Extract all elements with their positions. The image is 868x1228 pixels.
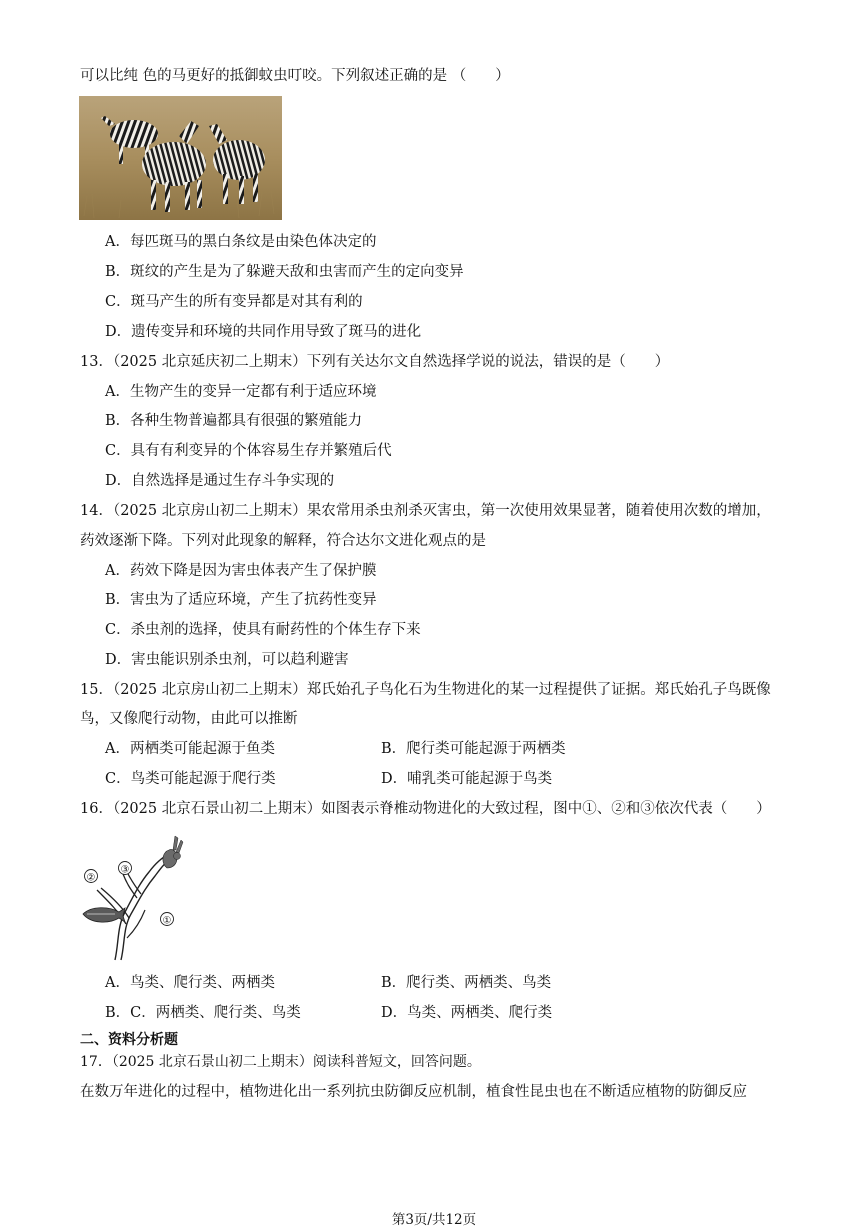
q16-option-a: A．鸟类、爬行类、两栖类 — [105, 975, 275, 991]
q12-option-b: B．斑纹的产生是为了躲避天敌和虫害而产生的定向变异 — [105, 264, 464, 280]
q12-option-d: D．遗传变异和环境的共同作用导致了斑马的进化 — [105, 324, 422, 340]
q14-option-b: B．害虫为了适应环境，产生了抗药性变异 — [105, 592, 377, 608]
q15-option-b: B．爬行类可能起源于两栖类 — [381, 741, 566, 757]
q13-option-d: D．自然选择是通过生存斗争实现的 — [105, 473, 335, 489]
evolution-tree-figure — [79, 832, 191, 962]
label-3: ③ — [120, 864, 130, 876]
q15-option-a: A．两栖类可能起源于鱼类 — [105, 741, 275, 757]
q14-option-a: A．药效下降是因为害虫体表产生了保护膜 — [105, 563, 377, 579]
q13-stem: 13．（2025 北京延庆初二上期末）下列有关达尔文自然选择学说的说法，错误的是（ ） — [80, 354, 670, 370]
page-footer: 第3页/共12页 — [391, 1212, 477, 1228]
q12-option-a: A．每匹斑马的黑白条纹是由染色体决定的 — [105, 234, 377, 250]
q13-option-b: B．各种生物普遍都具有很强的繁殖能力 — [105, 413, 363, 429]
q17-text: 在数万年进化的过程中，植物进化出一系列抗虫防御反应机制，植食性昆虫也在不断适应植物的防御反应 — [80, 1084, 747, 1100]
q14-stem-line2: 药效逐渐下降。下列对此现象的解释，符合达尔文进化观点的是 — [80, 533, 486, 549]
q13-option-c: C．具有有利变异的个体容易生存并繁殖后代 — [105, 443, 392, 459]
section-title: 二、资料分析题 — [80, 1032, 178, 1048]
q16-option-b: B．爬行类、两栖类、鸟类 — [381, 975, 552, 991]
label-2: ② — [86, 872, 96, 884]
zebra-photo — [79, 96, 282, 220]
q17-stem: 17．（2025 北京石景山初二上期末）阅读科普短文，回答问题。 — [80, 1054, 481, 1070]
q15-stem-line1: 15．（2025 北京房山初二上期末）郑氏始孔子鸟化石为生物进化的某一过程提供了证据。郑氏始孔子鸟既像 — [80, 682, 771, 698]
q16-option-d: D．鸟类、两栖类、爬行类 — [381, 1005, 553, 1021]
q14-option-c: C．杀虫剂的选择，使具有耐药性的个体生存下来 — [105, 622, 421, 638]
q13-option-a: A．生物产生的变异一定都有利于适应环境 — [105, 384, 377, 400]
label-1: ① — [162, 915, 172, 927]
q15-stem-line2: 鸟，又像爬行动物，由此可以推断 — [80, 711, 298, 727]
q12-option-c: C．斑马产生的所有变异都是对其有利的 — [105, 294, 363, 310]
intro-line: 可以比纯 色的马更好的抵御蚊虫叮咬。下列叙述正确的是 （ ） — [80, 68, 510, 84]
q14-stem-line1: 14．（2025 北京房山初二上期末）果农常用杀虫剂杀灭害虫，第一次使用效果显著，随着使用次数的增加， — [80, 503, 771, 519]
q15-option-c: C．鸟类可能起源于爬行类 — [105, 771, 276, 787]
q15-option-d: D．哺乳类可能起源于鸟类 — [381, 771, 553, 787]
q14-option-d: D．害虫能识别杀虫剂，可以趋利避害 — [105, 652, 349, 668]
q16-stem: 16．（2025 北京石景山初二上期末）如图表示脊椎动物进化的大致过程，图中①、②和③依次代表（ ） — [80, 801, 771, 817]
q16-option-c: B．C．两栖类、爬行类、鸟类 — [105, 1005, 301, 1021]
